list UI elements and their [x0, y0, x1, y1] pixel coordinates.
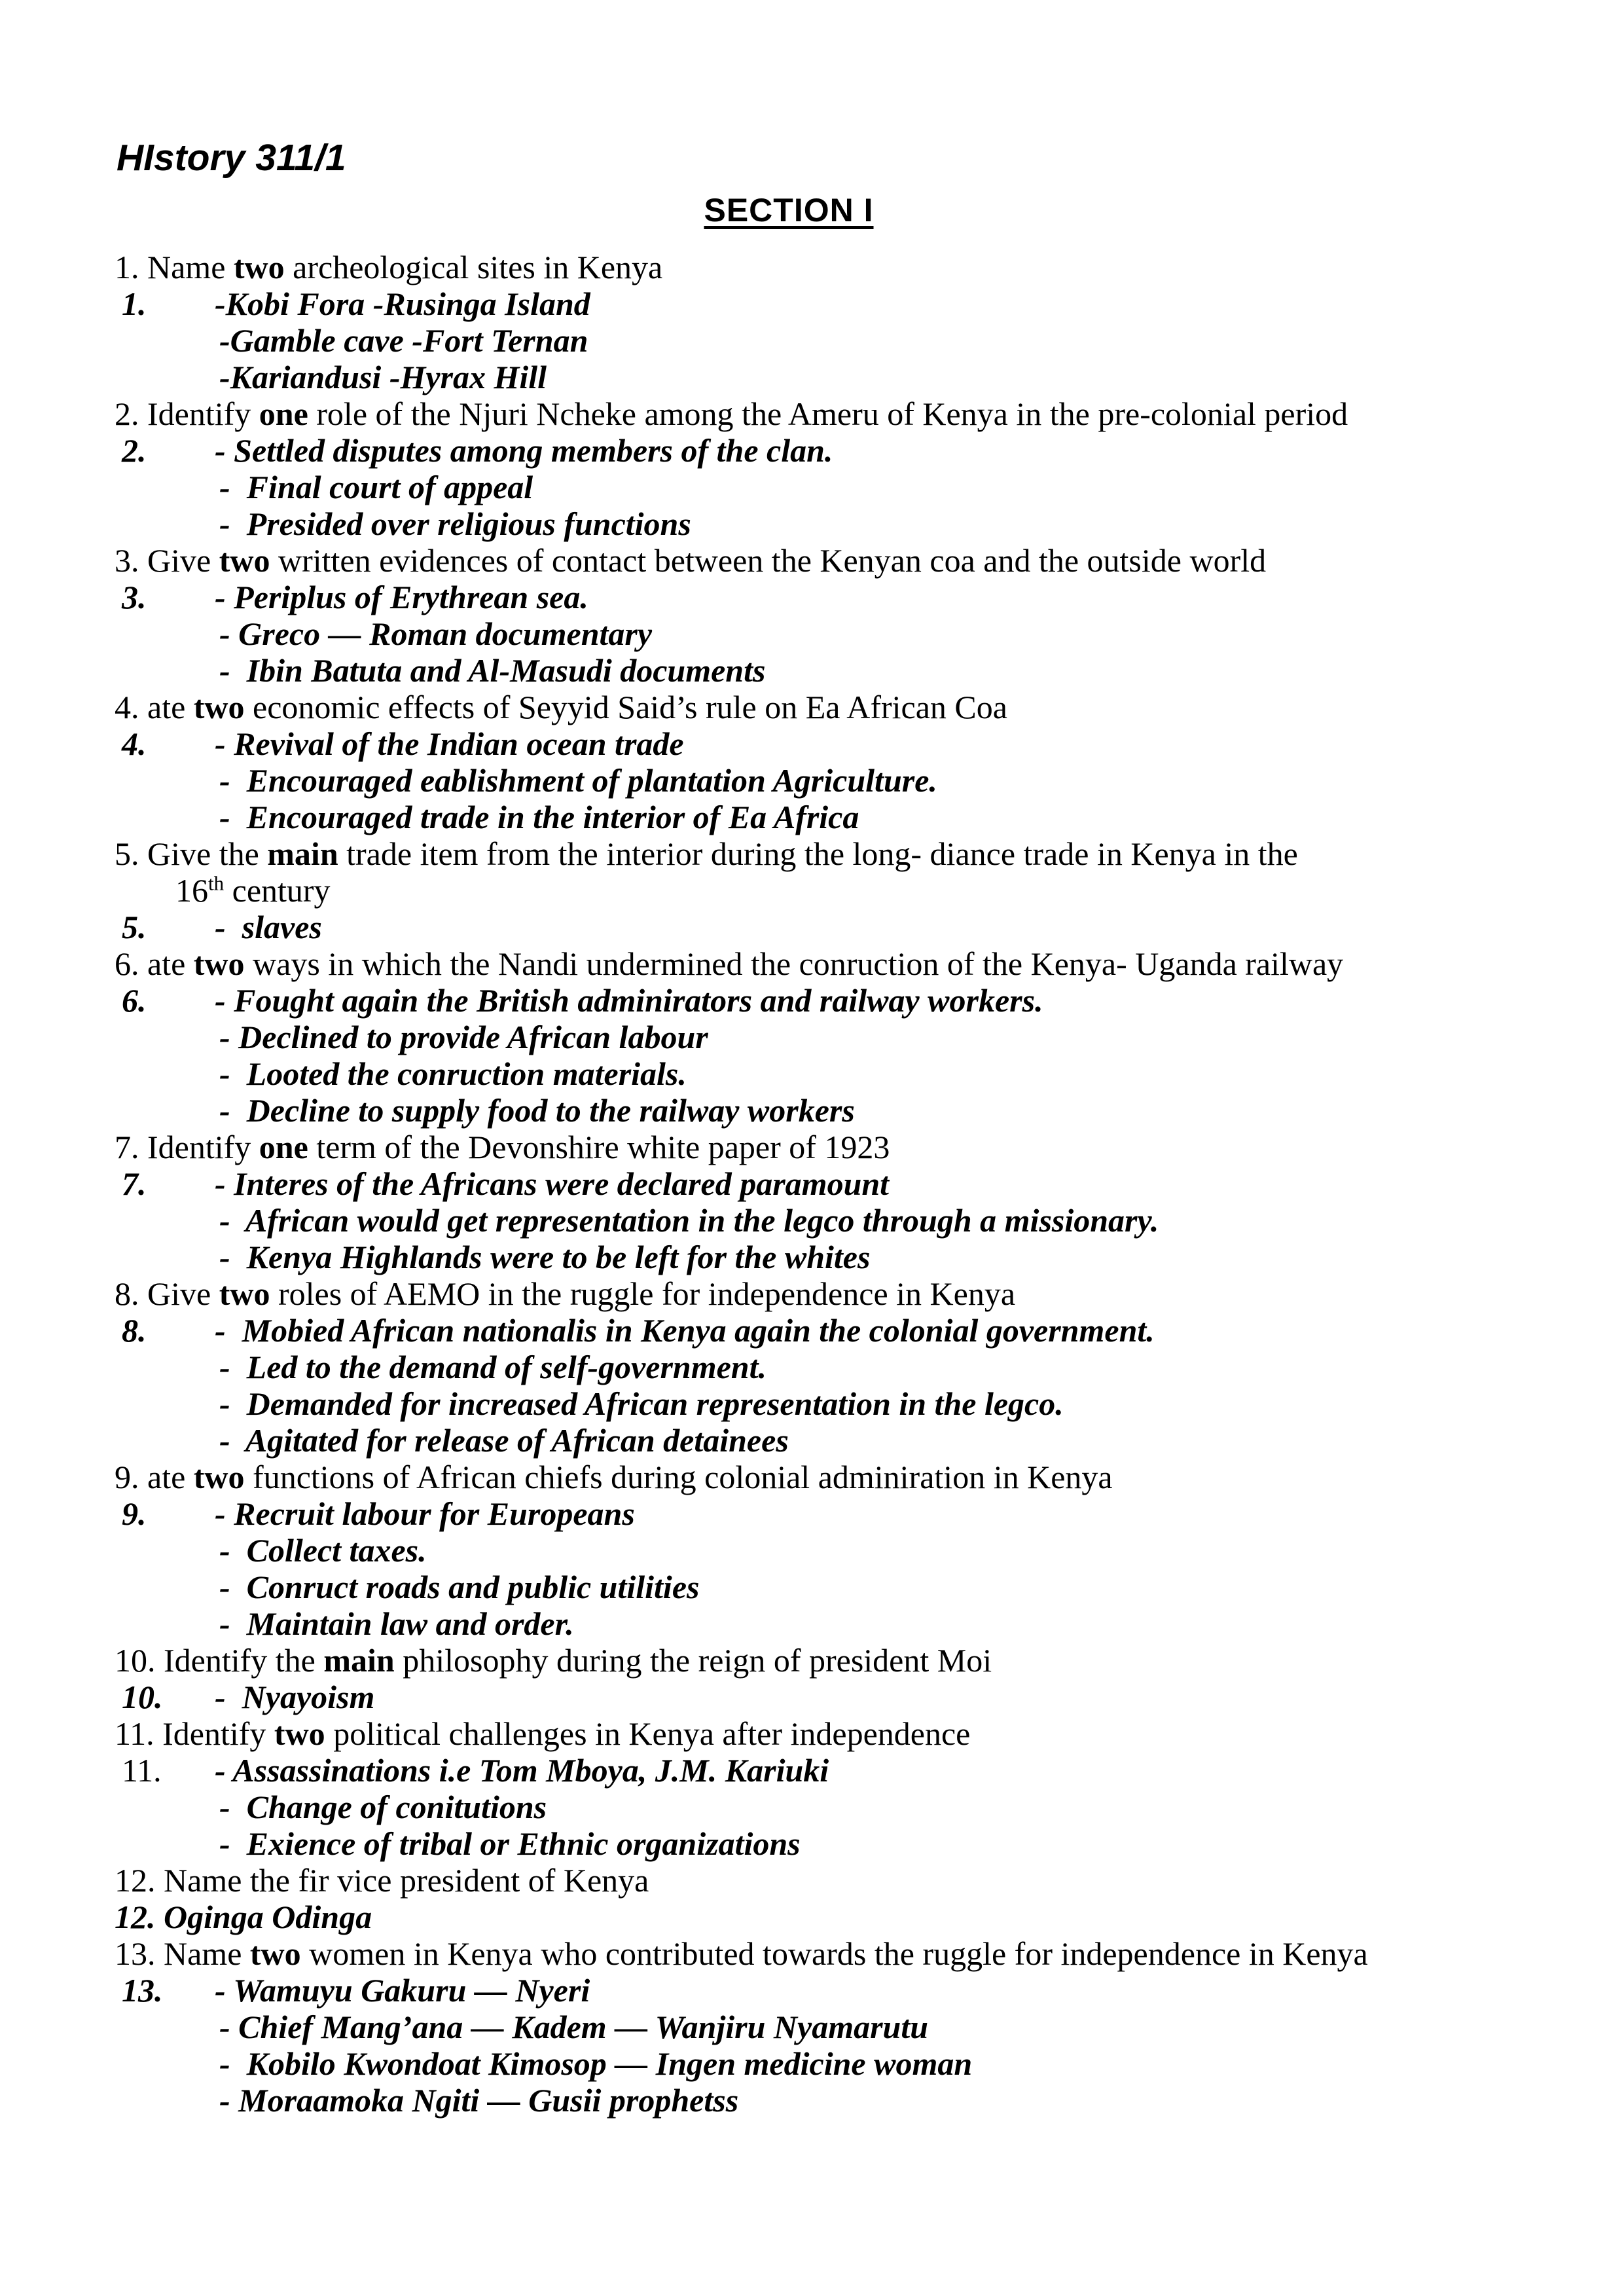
- text-segment: two: [193, 945, 245, 982]
- text-segment: term of the Devonshire white paper of 1923: [308, 1129, 890, 1165]
- answer-line: [0, 1495, 1624, 1532]
- answer-subline: [0, 2045, 1624, 2082]
- question-continuation-line: [0, 872, 1624, 909]
- answer-text: - Looted the conruction materials.: [219, 1055, 687, 1092]
- answer-text: - Kobilo Kwondoat Kimosop — Ingen medicine woman: [219, 2045, 973, 2082]
- text-segment: 12. Name the fir vice president of Kenya: [115, 1862, 649, 1899]
- answer-text: - Maintain law and order.: [219, 1605, 574, 1642]
- answer-number: 13.: [122, 1972, 163, 2009]
- answer-line: [0, 1972, 1624, 2009]
- answer-number: 7.: [122, 1165, 147, 1202]
- answer-subline: [0, 359, 1624, 395]
- answer-number: 2.: [122, 432, 147, 469]
- answer-text: - Conruct roads and public utilities: [219, 1569, 700, 1605]
- document-title: HIstory 311/1: [117, 137, 346, 179]
- answer-text: - Decline to supply food to the railway workers: [219, 1092, 855, 1129]
- answer-line: [0, 579, 1624, 615]
- text-segment: 1. Name: [115, 249, 234, 285]
- section-heading-row: [0, 192, 1578, 228]
- text-segment: philosophy during the reign of president Moi: [394, 1642, 992, 1679]
- answer-text: - Led to the demand of self-government.: [219, 1349, 767, 1385]
- answer-number: 6.: [122, 982, 147, 1019]
- answer-subline: [0, 1055, 1624, 1092]
- answer-subline: [0, 1789, 1624, 1825]
- answer-text: - slaves: [215, 909, 322, 945]
- answer-text: - Periplus of Erythrean sea.: [215, 579, 588, 615]
- answer-line: [0, 1899, 1624, 1935]
- text-segment: ways in which the Nandi undermined the conruction of the Kenya- Uganda railway: [244, 945, 1344, 982]
- text-segment: 5. Give the: [115, 835, 268, 872]
- text-segment: main: [267, 835, 338, 872]
- answer-text: - Greco — Roman documentary: [219, 615, 653, 652]
- answer-subline: [0, 2009, 1624, 2045]
- answer-text: - Fought again the British adminirators and railway workers.: [215, 982, 1043, 1019]
- question-line: [0, 689, 1624, 725]
- text-segment: two: [219, 1275, 270, 1312]
- answer-text: -Kariandusi -Hyrax Hill: [219, 359, 547, 395]
- text-segment: one: [259, 1129, 308, 1165]
- text-segment: 2. Identify: [115, 395, 259, 432]
- answer-text: -Kobi Fora -Rusinga Island: [215, 285, 590, 322]
- answer-line: [0, 909, 1624, 945]
- answer-line: [0, 1752, 1624, 1789]
- answer-subline: [0, 1092, 1624, 1129]
- text-segment: century: [224, 872, 331, 909]
- answer-subline: [0, 615, 1624, 652]
- answer-text: - Moraamoka Ngiti — Gusii prophetss: [219, 2082, 739, 2119]
- text-segment: roles of AEMO in the ruggle for independence in Kenya: [270, 1275, 1016, 1312]
- answer-text: - Exience of tribal or Ethnic organizations: [219, 1825, 801, 1862]
- answer-text: 12. Oginga Odinga: [115, 1899, 372, 1935]
- question-line: [0, 1275, 1624, 1312]
- answer-subline: [0, 652, 1624, 689]
- answer-number: 10.: [122, 1679, 163, 1715]
- text-segment: 8. Give: [115, 1275, 219, 1312]
- answer-subline: [0, 799, 1624, 835]
- question-line: [0, 1862, 1624, 1899]
- answer-subline: [0, 1605, 1624, 1642]
- answer-number: 9.: [122, 1495, 147, 1532]
- answer-text: -Gamble cave -Fort Ternan: [219, 322, 588, 359]
- answer-text: - Demanded for increased African representation in the legco.: [219, 1385, 1064, 1422]
- question-line: [0, 945, 1624, 982]
- answer-text: - Interes of the Africans were declared paramount: [215, 1165, 890, 1202]
- text-segment: two: [274, 1715, 325, 1752]
- section-heading: SECTION I: [704, 192, 874, 228]
- answer-subline: [0, 1019, 1624, 1055]
- text-segment: women in Kenya who contributed towards the ruggle for independence in Kenya: [300, 1935, 1368, 1972]
- answer-line: [0, 432, 1624, 469]
- text-segment: political challenges in Kenya after independence: [325, 1715, 971, 1752]
- answer-line: [0, 1679, 1624, 1715]
- answer-subline: [0, 322, 1624, 359]
- answer-subline: [0, 1202, 1624, 1239]
- answer-subline: [0, 1569, 1624, 1605]
- text-segment: archeological sites in Kenya: [284, 249, 663, 285]
- question-line: [0, 249, 1624, 285]
- answer-number: 8.: [122, 1312, 147, 1349]
- answer-subline: [0, 1349, 1624, 1385]
- answer-text: - African would get representation in the legco through a missionary.: [219, 1202, 1159, 1239]
- answer-line: [0, 1312, 1624, 1349]
- answer-line: [0, 725, 1624, 762]
- question-line: [0, 1129, 1624, 1165]
- answer-text: - Encouraged eablishment of plantation Agriculture.: [219, 762, 937, 799]
- answer-text: - Collect taxes.: [219, 1532, 427, 1569]
- answer-number: 3.: [122, 579, 147, 615]
- answer-number: 11.: [122, 1752, 162, 1789]
- answer-text: - Revival of the Indian ocean trade: [215, 725, 684, 762]
- answer-text: - Kenya Highlands were to be left for the whites: [219, 1239, 871, 1275]
- text-segment: trade item from the interior during the long- diance trade in Kenya in the: [338, 835, 1298, 872]
- text-segment: two: [219, 542, 270, 579]
- answer-number: 4.: [122, 725, 147, 762]
- text-segment: th: [208, 871, 225, 895]
- text-segment: two: [193, 1459, 245, 1495]
- question-line: [0, 542, 1624, 579]
- answer-text: - Encouraged trade in the interior of Ea Africa: [219, 799, 859, 835]
- text-segment: 3. Give: [115, 542, 219, 579]
- answer-text: - Final court of appeal: [219, 469, 533, 505]
- answer-line: [0, 1165, 1624, 1202]
- text-segment: 11. Identify: [115, 1715, 274, 1752]
- text-segment: two: [233, 249, 285, 285]
- answer-text: - Nyayoism: [215, 1679, 375, 1715]
- text-segment: main: [323, 1642, 395, 1679]
- answer-subline: [0, 762, 1624, 799]
- answer-subline: [0, 505, 1624, 542]
- answer-text: - Recruit labour for Europeans: [215, 1495, 635, 1532]
- question-line: [0, 1715, 1624, 1752]
- text-segment: 9. ate: [115, 1459, 194, 1495]
- text-segment: 16: [175, 872, 208, 909]
- answer-subline: [0, 2082, 1624, 2119]
- text-segment: 4. ate: [115, 689, 194, 725]
- answer-line: [0, 285, 1624, 322]
- text-segment: functions of African chiefs during colonial adminiration in Kenya: [244, 1459, 1113, 1495]
- question-line: [0, 1459, 1624, 1495]
- question-line: [0, 1935, 1624, 1972]
- text-segment: 13. Name: [115, 1935, 250, 1972]
- answer-text: - Settled disputes among members of the clan.: [215, 432, 833, 469]
- answer-subline: [0, 1532, 1624, 1569]
- question-line: [0, 835, 1624, 872]
- answer-text: - Presided over religious functions: [219, 505, 691, 542]
- answer-subline: [0, 469, 1624, 505]
- answer-line: [0, 982, 1624, 1019]
- answer-text: - Wamuyu Gakuru — Nyeri: [215, 1972, 590, 2009]
- answer-subline: [0, 1825, 1624, 1862]
- answer-number: 1.: [122, 285, 147, 322]
- answer-text: - Declined to provide African labour: [219, 1019, 708, 1055]
- answer-text: - Agitated for release of African detainees: [219, 1422, 789, 1459]
- text-segment: economic effects of Seyyid Said’s rule on Ea African Coa: [244, 689, 1007, 725]
- answer-text: - Ibin Batuta and Al-Masudi documents: [219, 652, 766, 689]
- answer-subline: [0, 1385, 1624, 1422]
- text-segment: 6. ate: [115, 945, 194, 982]
- text-segment: one: [259, 395, 308, 432]
- question-line: [0, 1642, 1624, 1679]
- text-segment: two: [193, 689, 245, 725]
- question-line: [0, 395, 1624, 432]
- answer-text: - Chief Mang’ana — Kadem — Wanjiru Nyamarutu: [219, 2009, 929, 2045]
- text-segment: role of the Njuri Ncheke among the Ameru of Kenya in the pre-colonial period: [308, 395, 1348, 432]
- answer-subline: [0, 1239, 1624, 1275]
- answer-subline: [0, 1422, 1624, 1459]
- answer-text: - Change of conitutions: [219, 1789, 547, 1825]
- answer-text: - Assassinations i.e Tom Mboya, J.M. Kariuki: [215, 1752, 829, 1789]
- text-segment: two: [249, 1935, 301, 1972]
- answer-text: - Mobied African nationalis in Kenya again the colonial government.: [215, 1312, 1155, 1349]
- text-segment: written evidences of contact between the Kenyan coa and the outside world: [270, 542, 1267, 579]
- answer-number: 5.: [122, 909, 147, 945]
- text-segment: 7. Identify: [115, 1129, 259, 1165]
- text-segment: 10. Identify the: [115, 1642, 324, 1679]
- document-lines: [0, 249, 1624, 2119]
